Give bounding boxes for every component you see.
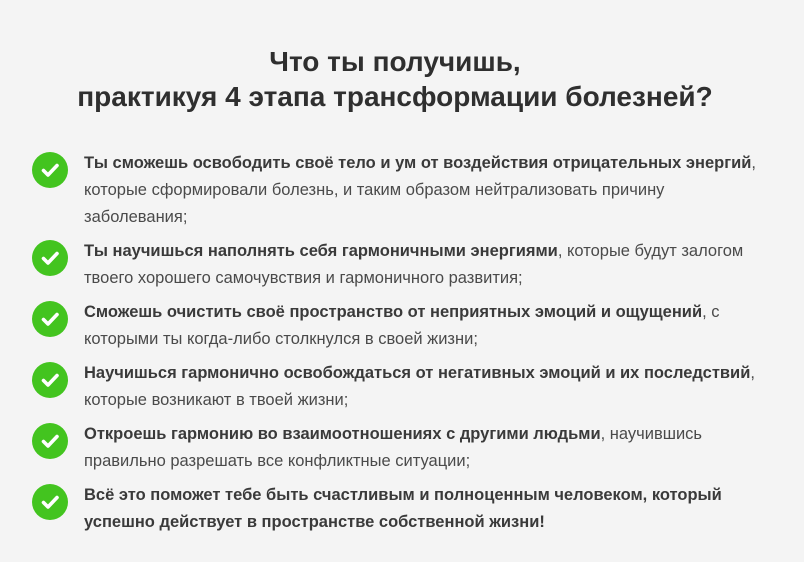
item-bold-text: Откроешь гармонию во взаимоотношениях с другими людьми <box>84 425 601 443</box>
item-bold-text: Научишься гармонично освобождаться от негативных эмоций и их последствий <box>84 364 751 382</box>
list-item <box>32 360 772 414</box>
item-text: , которые сформировали болезнь, и таким образом нейтрализовать причину заболевания; <box>84 154 756 226</box>
title-line-1: Что ты получишь, <box>269 46 521 77</box>
check-circle-icon <box>32 423 68 459</box>
item-text: , с которыми ты когда-либо столкнулся в своей жизни; <box>84 303 720 348</box>
list-item <box>32 482 772 536</box>
list-item <box>32 150 772 231</box>
title-line-2: практикуя 4 этапа трансформации болезней? <box>77 81 713 112</box>
check-circle-icon <box>32 484 68 520</box>
list-item <box>32 299 772 353</box>
item-text: , которые будут залогом твоего хорошего самочувствия и гармоничного развития; <box>84 242 744 287</box>
item-bold-text: Ты научишься наполнять себя гармоничными энергиями <box>84 242 558 260</box>
item-text: , которые возникают в твоей жизни; <box>84 364 755 409</box>
check-circle-icon <box>32 362 68 398</box>
item-bold-text: Всё это поможет тебе быть счастливым и полноценным человеком, который успешно действует в пространстве собственной жизни! <box>84 486 722 531</box>
page-title <box>0 44 790 114</box>
check-circle-icon <box>32 240 68 276</box>
list-item <box>32 238 772 292</box>
item-bold-text: Ты сможешь освободить своё тело и ум от воздействия отрицательных энергий <box>84 154 752 172</box>
list-item <box>32 421 772 475</box>
item-bold-text: Сможешь очистить своё пространство от неприятных эмоций и ощущений <box>84 303 703 321</box>
check-circle-icon <box>32 301 68 337</box>
item-text: , научившись правильно разрешать все конфликтные ситуации; <box>84 425 703 470</box>
check-circle-icon <box>32 152 68 188</box>
benefits-list <box>32 150 772 543</box>
